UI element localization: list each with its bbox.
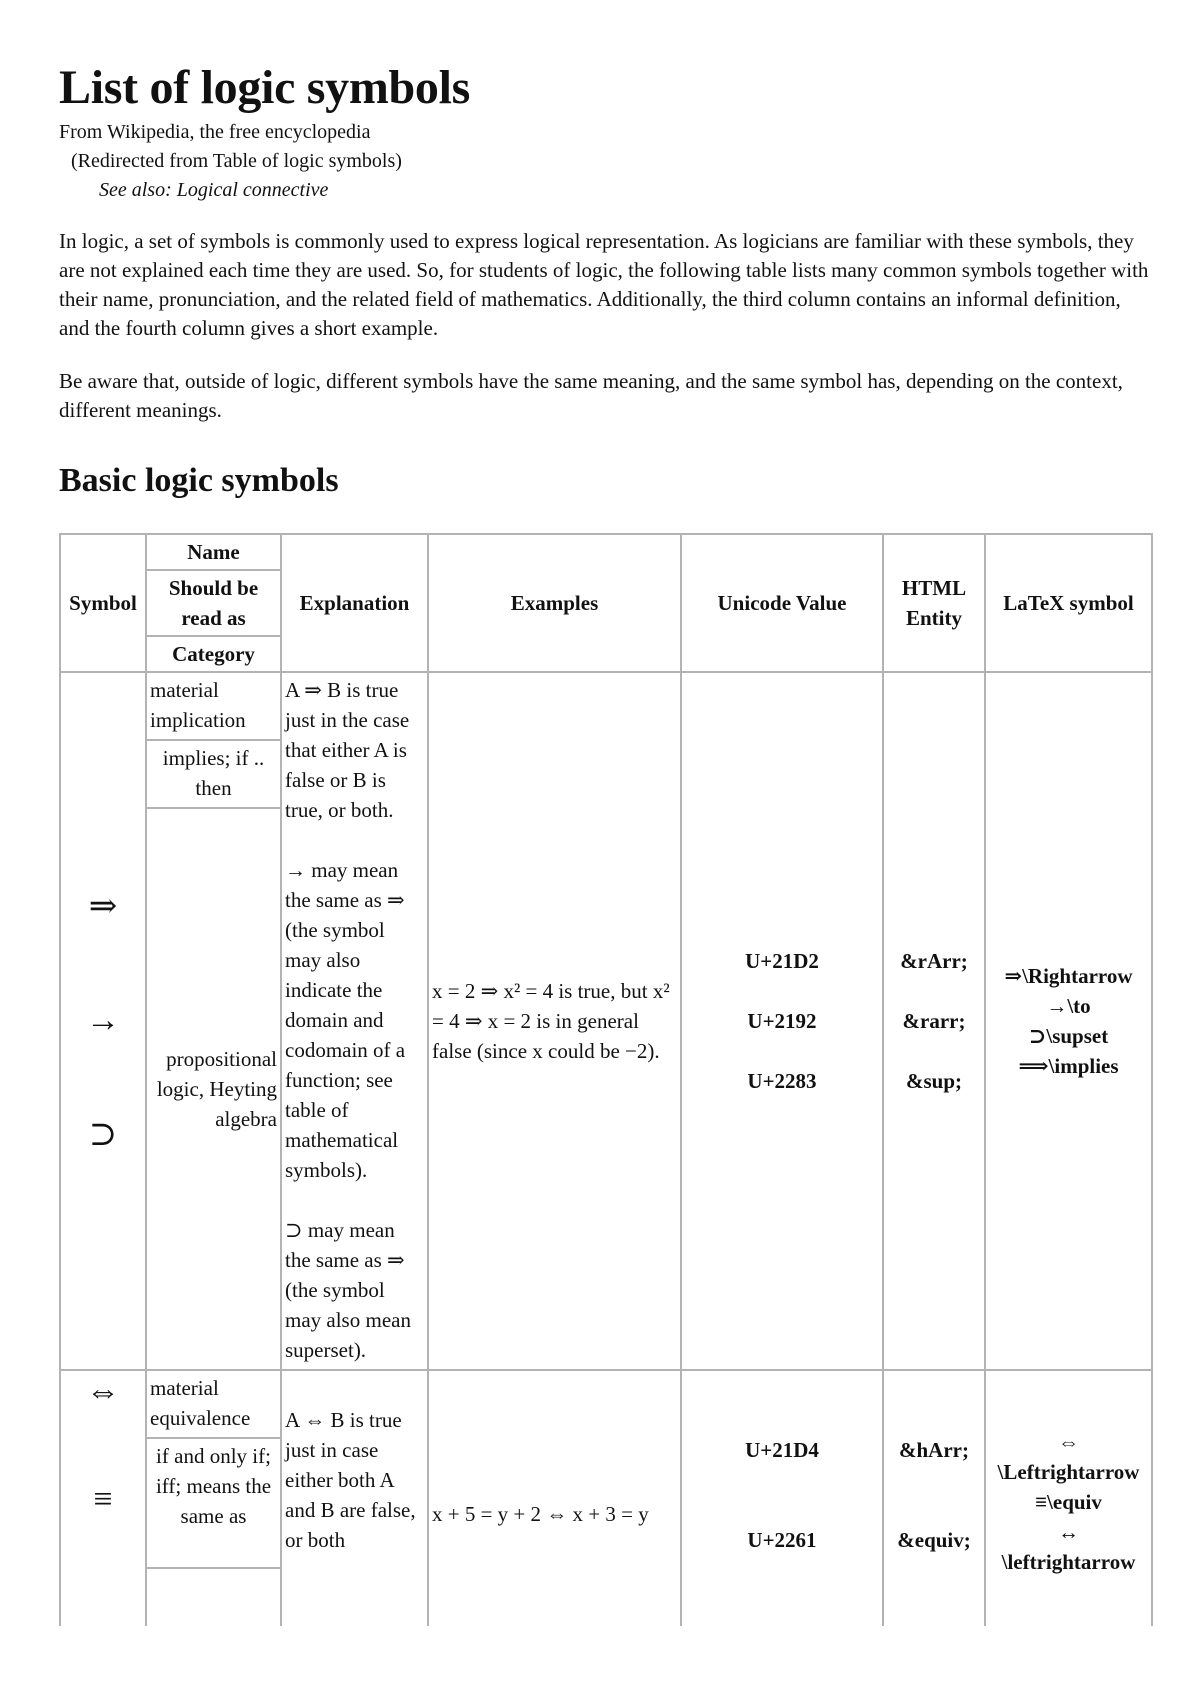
see-also-note bbox=[59, 176, 1151, 205]
example-cell-implication: x = 2 ⇒ x² = 4 is true, but x² = 4 ⇒ x = 2 is in general false (since x could be −2). bbox=[428, 672, 681, 1370]
name-cell-implication: material implication bbox=[146, 672, 281, 740]
symbol-cell-equivalence bbox=[60, 1370, 146, 1626]
page-title: List of logic symbols bbox=[59, 61, 471, 114]
latex-symbol: ⇔ bbox=[1058, 1430, 1079, 1454]
unicode-value: U+2261 bbox=[747, 1528, 817, 1552]
latex-symbol: →\to bbox=[1046, 994, 1091, 1018]
superset-symbol: ⊃ bbox=[88, 1116, 118, 1153]
unicode-cell-implication bbox=[681, 672, 883, 1370]
header-examples: Examples bbox=[428, 534, 681, 672]
explanation-cell-implication bbox=[281, 672, 428, 1370]
table-row bbox=[60, 1370, 1152, 1438]
implies-symbol: ⇒ bbox=[88, 888, 118, 925]
latex-symbol: \Leftrightarrow bbox=[997, 1460, 1140, 1484]
arrow-symbol: → bbox=[86, 1002, 120, 1039]
intro-paragraph: In logic, a set of symbols is commonly used to express logical representation. As logicians are familiar with these symbols, they are not explained each time they are used. So, for students of logic, the following table lists many common symbols together with their name, pronunciation, and the related field of mathematics. Additionally, the third column contains an informal definition, and the fourth column gives a short example. bbox=[59, 229, 1149, 340]
explanation-text: → may mean the same as ⇒ (the symbol may also indicate the domain and codomain of a function; see table of mathematical symbols). bbox=[285, 858, 406, 1182]
html-entity: &rarr; bbox=[902, 1009, 966, 1033]
latex-symbol: ↔ bbox=[1058, 1520, 1079, 1544]
html-entity: &sup; bbox=[905, 1069, 963, 1093]
read-cell-equivalence: if and only if; iff; means the same as bbox=[146, 1438, 281, 1568]
header-name: Name bbox=[146, 534, 281, 570]
see-also-link[interactable]: Logical connective bbox=[176, 179, 329, 201]
table-header-row bbox=[60, 534, 1152, 570]
html-entity: &hArr; bbox=[899, 1438, 969, 1462]
html-entity: &rArr; bbox=[900, 949, 968, 973]
table-row bbox=[60, 672, 1152, 740]
header-category: Category bbox=[146, 636, 281, 672]
explanation-text: A ⇒ B is true just in the case that either A is false or B is true, or both. bbox=[285, 678, 410, 822]
section-heading: Basic logic symbols bbox=[59, 462, 339, 499]
warning-paragraph: Be aware that, outside of logic, different symbols have the same meaning, and the same symbol has, depending on the context, different meanings. bbox=[59, 369, 1123, 422]
unicode-value: U+21D4 bbox=[745, 1438, 819, 1462]
header-html: HTML Entity bbox=[883, 534, 985, 672]
category-cell-implication: propositional logic, Heyting algebra bbox=[146, 808, 281, 1370]
see-also-prefix: See also: bbox=[99, 179, 172, 201]
latex-symbol: ⊃\supset bbox=[1028, 1024, 1109, 1048]
redirect-note: (Redirected from Table of logic symbols) bbox=[71, 150, 402, 172]
unicode-value: U+2192 bbox=[747, 1009, 817, 1033]
logic-symbols-table bbox=[59, 533, 1153, 1626]
header-unicode: Unicode Value bbox=[681, 534, 883, 672]
html-cell-equivalence bbox=[883, 1370, 985, 1626]
latex-symbol: ⇒\Rightarrow bbox=[1004, 964, 1133, 988]
header-symbol: Symbol bbox=[60, 534, 146, 672]
name-cell-equivalence: material equivalence bbox=[146, 1370, 281, 1438]
article bbox=[59, 58, 1151, 1574]
latex-symbol: ≡\equiv bbox=[1035, 1490, 1102, 1514]
latex-cell-equivalence bbox=[985, 1370, 1152, 1626]
unicode-value: U+21D2 bbox=[745, 949, 819, 973]
header-explanation: Explanation bbox=[281, 534, 428, 672]
latex-symbol: \leftrightarrow bbox=[1001, 1550, 1136, 1574]
unicode-value: U+2283 bbox=[747, 1069, 817, 1093]
unicode-cell-equivalence bbox=[681, 1370, 883, 1626]
latex-symbol: ⟹\implies bbox=[1018, 1054, 1119, 1078]
symbol-cell-implication bbox=[60, 672, 146, 1370]
from-line: From Wikipedia, the free encyclopedia bbox=[59, 121, 371, 143]
header-read-as: Should be read as bbox=[146, 570, 281, 636]
header-latex: LaTeX symbol bbox=[985, 534, 1152, 672]
example-cell-equivalence: x + 5 = y + 2 ⇔ x + 3 = y bbox=[428, 1370, 681, 1626]
explanation-cell-equivalence: A ⇔ B is true just in case either both A and B are false, or both bbox=[281, 1370, 428, 1626]
category-cell-equivalence bbox=[146, 1568, 281, 1626]
explanation-text: ⊃ may mean the same as ⇒ (the symbol may also mean superset). bbox=[285, 1218, 411, 1362]
equiv-symbol: ≡ bbox=[93, 1481, 113, 1518]
html-entity: &equiv; bbox=[897, 1528, 971, 1552]
latex-cell-implication bbox=[985, 672, 1152, 1370]
html-cell-implication bbox=[883, 672, 985, 1370]
read-cell-implication: implies; if .. then bbox=[146, 740, 281, 808]
iff-symbol: ⇔ bbox=[86, 1373, 120, 1410]
